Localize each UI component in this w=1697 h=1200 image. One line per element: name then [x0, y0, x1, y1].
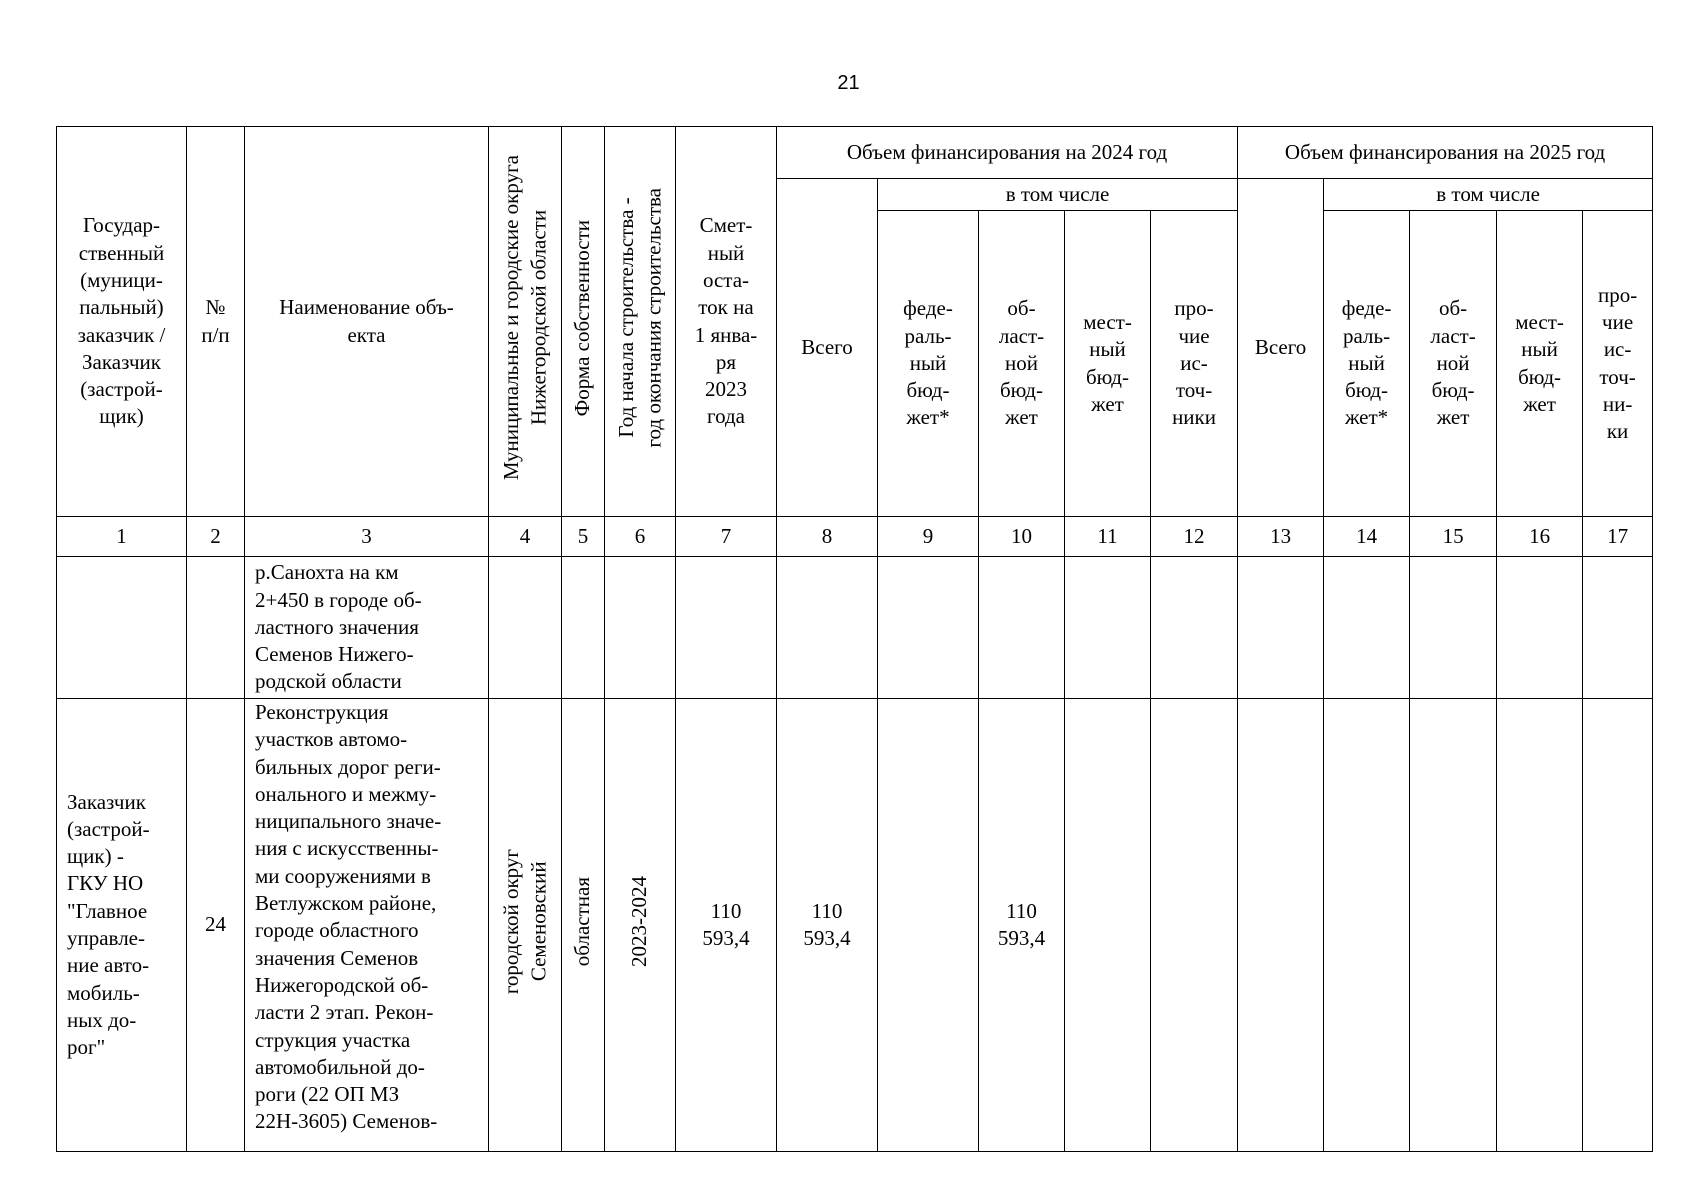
cell-district: городской округ Семеновский [498, 848, 550, 994]
header-object-name: Наименование объ- екта [245, 127, 489, 517]
column-numbers-row [57, 517, 1653, 557]
cell-district [489, 557, 562, 699]
header-fed-2025: феде- раль- ный бюд- жет* [1324, 211, 1410, 517]
header-district: Муниципальные и городские округа Нижегородской области [498, 155, 550, 481]
cell-total-2025 [1238, 557, 1324, 699]
cell-oth-2024 [1151, 699, 1238, 1152]
header-oth-2024: про- чие ис- точ- ники [1151, 211, 1238, 517]
header-reg-2025: об- ласт- ной бюд- жет [1410, 211, 1497, 517]
header-oth-2025: про- чие ис- точ- ни- ки [1583, 211, 1653, 517]
cell-oth-2025 [1583, 557, 1653, 699]
header-number: № п/п [187, 127, 245, 517]
page-number: 21 [837, 72, 860, 94]
header-group-2025: Объем финансирования на 2025 год [1238, 127, 1653, 179]
header-years: Год начала строительства - год окончания строительства [613, 188, 665, 448]
col-num: 12 [1151, 517, 1238, 557]
cell-loc-2024 [1065, 699, 1151, 1152]
cell-years: 2023-2024 [627, 875, 652, 967]
header-ownership: Форма собственности [570, 219, 595, 417]
col-num: 15 [1410, 517, 1497, 557]
col-num: 1 [57, 517, 187, 557]
col-num: 2 [187, 517, 245, 557]
cell-years-wrap [605, 699, 676, 1152]
cell-fed-2025 [1324, 557, 1410, 699]
header-total-2025: Всего [1238, 179, 1324, 517]
header-district-cell [489, 127, 562, 517]
header-loc-2025: мест- ный бюд- жет [1497, 211, 1583, 517]
col-num: 6 [605, 517, 676, 557]
col-num: 7 [676, 517, 777, 557]
cell-fed-2024 [878, 557, 979, 699]
header-customer: Государ- ственный (муници- пальный) заказчик / Заказчик (застрой- щик) [57, 127, 187, 517]
header-balance: Смет- ный оста- ток на 1 янва- ря 2023 года [676, 127, 777, 517]
cell-fed-2025 [1324, 699, 1410, 1152]
col-num: 5 [562, 517, 605, 557]
cell-number: 24 [187, 699, 245, 1152]
cell-balance: 110 593,4 [676, 699, 777, 1152]
table-row [57, 699, 1653, 1152]
col-num: 8 [777, 517, 878, 557]
col-num: 16 [1497, 517, 1583, 557]
table-row [57, 557, 1653, 699]
col-num: 9 [878, 517, 979, 557]
financing-table [56, 126, 1653, 1152]
cell-customer [57, 557, 187, 699]
header-incl-2024: в том числе [878, 179, 1238, 211]
col-num: 13 [1238, 517, 1324, 557]
cell-reg-2024 [979, 557, 1065, 699]
cell-total-2025 [1238, 699, 1324, 1152]
header-group-2024: Объем финансирования на 2024 год [777, 127, 1238, 179]
cell-object-name: р.Санохта на км 2+450 в городе об- ластного значения Семенов Нижего- родской области [245, 557, 489, 699]
header-loc-2024: мест- ный бюд- жет [1065, 211, 1151, 517]
header-ownership-cell [562, 127, 605, 517]
cell-loc-2024 [1065, 557, 1151, 699]
header-incl-2025: в том числе [1324, 179, 1653, 211]
cell-loc-2025 [1497, 699, 1583, 1152]
col-num: 11 [1065, 517, 1151, 557]
col-num: 14 [1324, 517, 1410, 557]
col-num: 4 [489, 517, 562, 557]
cell-oth-2025 [1583, 699, 1653, 1152]
header-reg-2024: об- ласт- ной бюд- жет [979, 211, 1065, 517]
cell-balance [676, 557, 777, 699]
cell-fed-2024 [878, 699, 979, 1152]
col-num: 3 [245, 517, 489, 557]
cell-number [187, 557, 245, 699]
header-fed-2024: феде- раль- ный бюд- жет* [878, 211, 979, 517]
cell-years [605, 557, 676, 699]
cell-reg-2025 [1410, 699, 1497, 1152]
cell-loc-2025 [1497, 557, 1583, 699]
header-total-2024: Всего [777, 179, 878, 517]
cell-district-wrap [489, 699, 562, 1152]
cell-object-name: Реконструкция участков автомо- бильных дорог реги- онального и межму- ниципального значе- ния с искусственны- ми сооружениями в Ветлужском районе, городе областного значения Семенов Нижегородской об- ласти 2 этап. Рекон- струкция участка автомобильной до- роги (22 ОП МЗ 22Н-3605) Семенов- [245, 699, 489, 1152]
cell-ownership: областная [570, 876, 595, 966]
cell-ownership-wrap [562, 699, 605, 1152]
header-years-cell [605, 127, 676, 517]
header-row-1 [57, 127, 1653, 179]
cell-oth-2024 [1151, 557, 1238, 699]
cell-total-2024 [777, 557, 878, 699]
cell-total-2024: 110 593,4 [777, 699, 878, 1152]
cell-customer: Заказчик (застрой- щик) - ГКУ НО "Главное управле- ние авто- мобиль- ных до- рог" [57, 699, 187, 1152]
cell-reg-2024: 110 593,4 [979, 699, 1065, 1152]
col-num: 10 [979, 517, 1065, 557]
cell-ownership [562, 557, 605, 699]
cell-reg-2025 [1410, 557, 1497, 699]
col-num: 17 [1583, 517, 1653, 557]
